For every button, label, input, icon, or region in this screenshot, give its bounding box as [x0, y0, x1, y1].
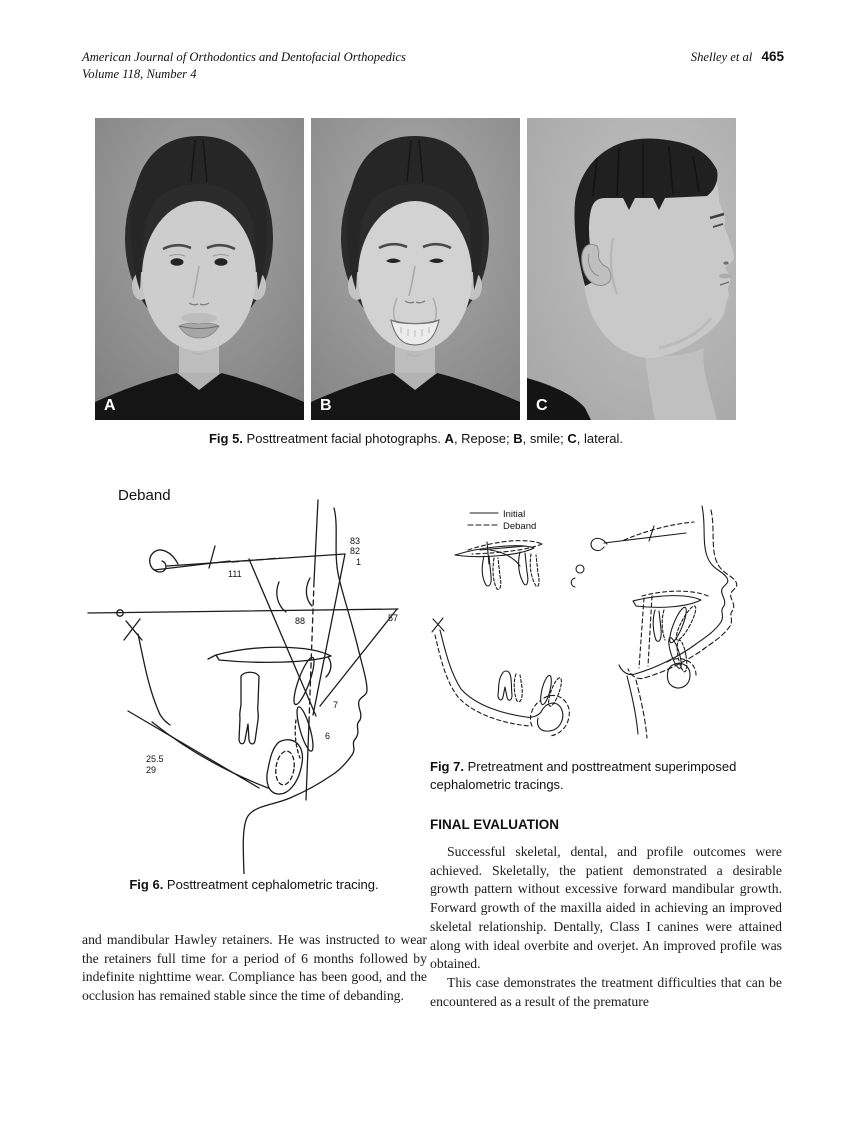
fig6-value-6: 6 [325, 731, 331, 741]
right-column-text [430, 843, 782, 1011]
fig5-caption [95, 430, 737, 448]
fig6-value-1: 1 [356, 557, 362, 567]
journal-volume: Volume 118, Number 4 [82, 67, 197, 81]
fig5-caption-c: C [567, 431, 577, 446]
fig6-value-111: 111 [228, 569, 242, 579]
photo-b-smile [311, 118, 520, 420]
fig6-stage-label: Deband [118, 487, 171, 504]
fig5-caption-number: Fig 5. [208, 431, 243, 446]
figure5-photos [95, 118, 737, 420]
photo-b-image [311, 118, 520, 420]
photo-c-lateral [527, 118, 736, 420]
paragraph-final-eval-2: This case demonstrates the treatment difficulties that can be encountered as a result of the premature [430, 974, 782, 1009]
fig5-caption-b: B [513, 431, 523, 446]
journal-header [82, 49, 512, 83]
journal-title: American Journal of Orthodontics and Dentofacial Orthopedics [82, 50, 406, 64]
fig6-caption-number: Fig 6. [129, 877, 164, 892]
photo-a-repose [95, 118, 304, 420]
fig6-value-7: 7 [333, 700, 339, 710]
photo-a-label: A [104, 397, 116, 414]
fig5-caption-text: Posttreatment facial photographs. [242, 431, 445, 446]
fig7-legend-deband: Deband [503, 521, 537, 532]
fig7-caption-number: Fig 7. [430, 759, 464, 774]
fig6-value-57: 57 [388, 613, 399, 623]
fig6-caption-text: Posttreatment cephalometric tracing. [163, 877, 379, 892]
fig7-tracing-image [428, 498, 778, 746]
fig6-tracing-image [82, 482, 422, 874]
paragraph-retainers: and mandibular Hawley retainers. He was instructed to wear the retainers full time for a period of 6 months followed by indefinite nighttime wear. Compliance has been good, and the occlusion has remained stable since the time of debanding. [82, 932, 427, 1004]
photo-b-label: B [320, 397, 332, 414]
fig7-caption-text: Pretreatment and posttreatment superimposed cephalometric tracings. [430, 759, 737, 792]
photo-c-image [527, 118, 736, 420]
fig6-value-88: 88 [295, 616, 306, 626]
fig6-value-82: 82 [350, 546, 361, 556]
fig5-caption-a: A [444, 431, 454, 446]
fig6-caption [82, 876, 426, 894]
fig7-legend-initial: Initial [503, 509, 526, 520]
fig6-value-83: 83 [350, 536, 361, 546]
fig5-caption-t4: , lateral. [576, 431, 624, 446]
authors: Shelley et al [690, 50, 753, 64]
figure6-tracing [82, 482, 422, 874]
fig6-value-29: 29 [146, 765, 157, 775]
page-number: 465 [761, 49, 784, 64]
photo-a-image [95, 118, 304, 420]
section-heading: FINAL EVALUATION [430, 817, 559, 832]
running-head [691, 49, 784, 65]
fig5-caption-t3: , smile; [522, 431, 568, 446]
fig7-caption [430, 758, 776, 793]
left-column-text [82, 931, 427, 1006]
fig6-value-25-5: 25.5 [146, 754, 164, 764]
paragraph-final-eval-1: Successful skeletal, dental, and profile outcomes were achieved. Skeletally, the patient demonstrated a desirable growth pattern without excessive forward mandibular growth. Forward growth of the maxilla aided in achieving an improved skeletal relationship. Dentally, Class I canines were attained along with ideal overbite and overjet. An improved profile was obtained. [430, 844, 782, 972]
photo-c-label: C [536, 397, 548, 414]
figure7-tracings [428, 498, 778, 746]
fig5-caption-t2: , Repose; [453, 431, 514, 446]
